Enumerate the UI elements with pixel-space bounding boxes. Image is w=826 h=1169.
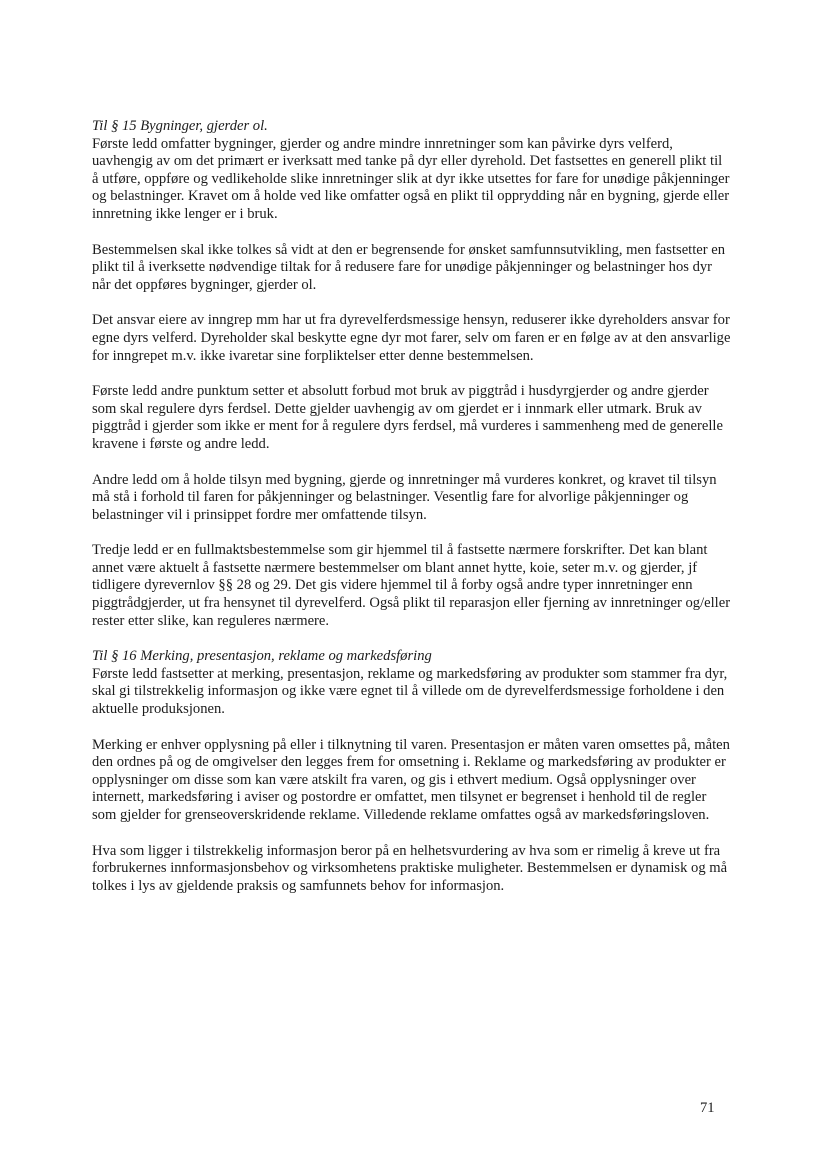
page-number: 71 — [700, 1100, 715, 1116]
paragraph: Første ledd fastsetter at merking, presentasjon, reklame og markedsføring av produkter som stammer fra dyr, skal gi tilstrekkelig informasjon og ikke være egnet til å villede om de dyrevelferdsmessige forholdene i den aktuelle produksjonen. — [92, 665, 728, 718]
paragraph: Merking er enhver opplysning på eller i tilknytning til varen. Presentasjon er måten varen omsettes på, måten den ordnes på og de omgivelser den legges frem for omsetning i. Reklame og markedsføring av produkter er opplysninger om disse som kan være atskilt fra varen, og gis i ethvert medium. Også opplysninger over internett, markedsføring i aviser og postordre er omfattet, men tilsynet er begrenset i henhold til de regler som gjelder for grenseoverskridende reklame. Villedende reklame omfattes også av markedsføringsloven. — [92, 736, 730, 823]
paragraph: Hva som ligger i tilstrekkelig informasjon beror på en helhetsvurdering av hva som er rimelig å kreve ut fra forbrukernes innformasjonsbehov og virksomhetens praktiske muligheter. Bestemmelsen er dynamisk og må tolkes i lys av gjeldende praksis og samfunnets behov for informasjon. — [92, 842, 728, 894]
paragraph: Første ledd andre punktum setter et absolutt forbud mot bruk av piggtråd i husdyrgjerder og andre gjerder som skal regulere dyrs ferdsel. Dette gjelder uavhengig av om gjerdet er i innmark eller utmark. Bruk av piggtråd i gjerder som ikke er ment for å regulere dyrs ferdsel, må vurderes i sammenheng med de generelle kravene i første og andre ledd. — [92, 383, 723, 452]
paragraph: Bestemmelsen skal ikke tolkes så vidt at den er begrensende for ønsket samfunnsutvikling, men fastsetter en plikt til å iverksette nødvendige tiltak for å redusere fare for unødige påkjenninger og belastninger hos dyr når det oppføres bygninger, gjerder ol. — [92, 241, 726, 293]
paragraph: Andre ledd om å holde tilsyn med bygning, gjerde og innretninger må vurderes konkret, og kravet til tilsyn må stå i forhold til faren for påkjenninger og belastninger. Vesentlig fare for alvorlige påkjenninger og belastninger vil i prinsippet fordre mer omfattende tilsyn. — [92, 471, 717, 523]
section-paragraf-15 — [92, 118, 732, 630]
paragraph: Tredje ledd er en fullmaktsbestemmelse som gir hjemmel til å fastsette nærmere forskrifter. Det kan blant annet være aktuelt å fastsette nærmere bestemmelser om blant annet hytte, koie, seter m.v. og gjerder, jf tidligere dyrevernlov §§ 28 og 29. Det gis videre hjemmel til å forby også andre typer innretninger enn piggtrådgjerder, ut fra hensynet til dyrevelferd. Også plikt til reparasjon eller fjerning av innretninger og/eller rester etter slike, kan reguleres nærmere. — [92, 542, 731, 629]
section-paragraf-16 — [92, 648, 732, 895]
section-heading: Til § 15 Bygninger, gjerder ol. — [92, 118, 268, 134]
section-heading: Til § 16 Merking, presentasjon, reklame og markedsføring — [92, 648, 432, 665]
paragraph: Første ledd omfatter bygninger, gjerder og andre mindre innretninger som kan påvirke dyrs velferd, uavhengig av om det primært er iverksatt med tanke på dyr eller dyrehold. Det fastsettes en generell plikt til å utføre, oppføre og vedlikeholde slike innretninger slik at dyr ikke utsettes for fare for unødige påkjenninger og belastninger. Kravet om å holde ved like omfatter også en plikt til opprydding når en bygning, gjerde eller innretning ikke lenger er i bruk. — [92, 135, 730, 222]
document-page — [92, 118, 732, 913]
paragraph: Det ansvar eiere av inngrep mm har ut fra dyrevelferdsmessige hensyn, reduserer ikke dyreholders ansvar for egne dyrs velferd. Dyreholder skal beskytte egne dyr mot farer, selv om faren er en følge av at den ansvarlige for inngrepet m.v. ikke ivaretar sine forpliktelser etter denne bestemmelsen. — [92, 312, 731, 364]
